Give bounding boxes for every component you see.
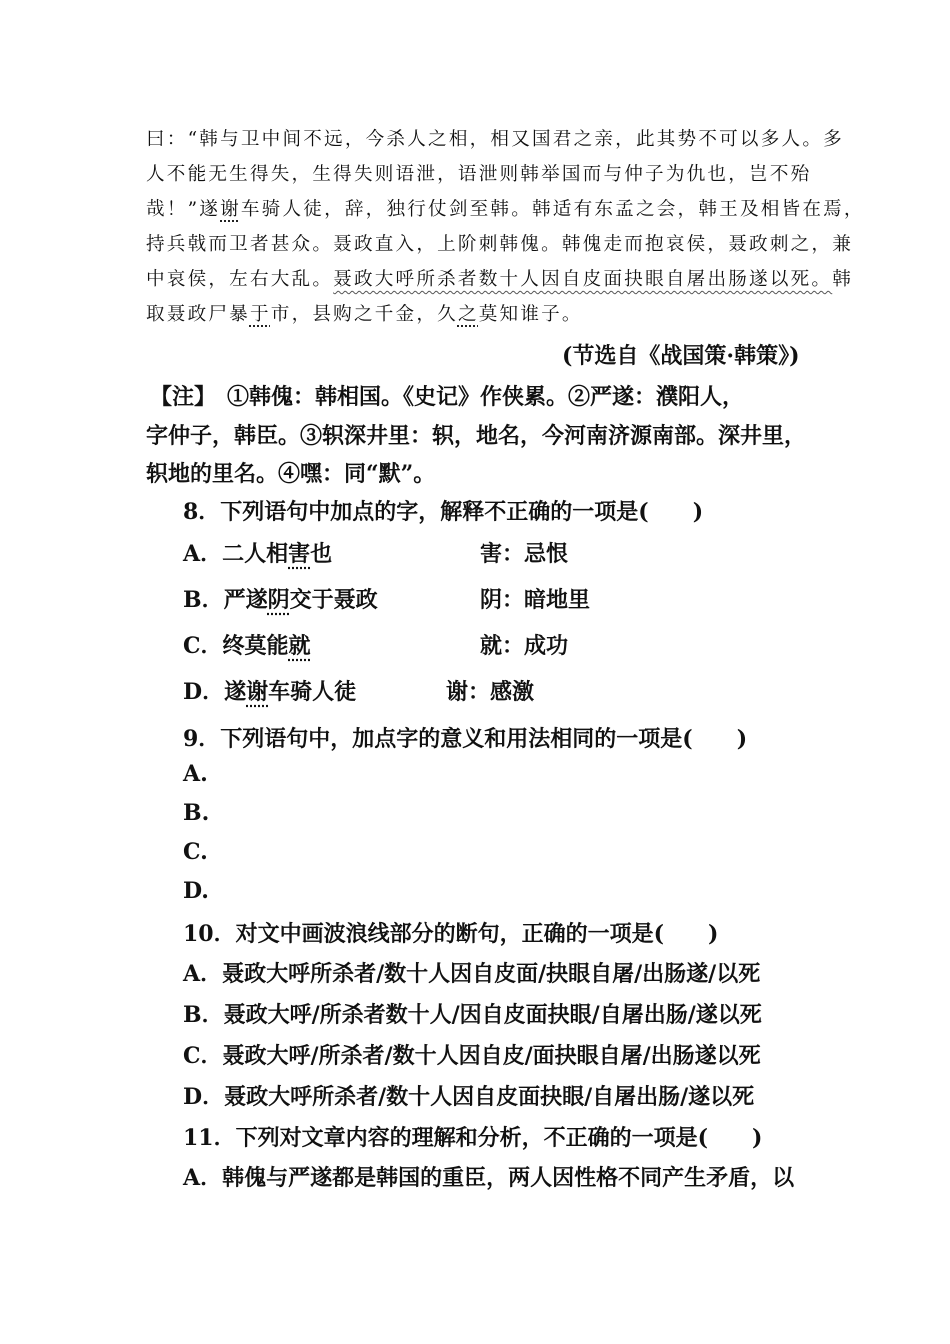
- passage-line-3: [146, 195, 865, 221]
- q9-option-b: B.: [183, 800, 210, 826]
- dotted-character: 就: [288, 633, 311, 659]
- q8-option-a-explanation: 害：忌恨: [480, 541, 569, 567]
- passage-text: 车骑人徒，辞，独行仗剑至韩。韩适有东孟之会，韩王及相皆在焉，: [240, 199, 865, 220]
- question-9-stem: 9．下列语句中，加点字的意义和用法相同的一项是( ): [183, 726, 748, 752]
- option-label: C．: [183, 633, 223, 659]
- q8-option-a: [183, 537, 332, 568]
- q8-option-d-explanation: 谢：感激: [446, 679, 535, 705]
- question-10-stem: 10．对文中画波浪线部分的断句，正确的一项是( ): [183, 921, 719, 947]
- option-text: 严遂: [223, 587, 268, 613]
- question-8-stem: 8．下列语句中加点的字，解释不正确的一项是( ): [183, 499, 704, 525]
- notes-line-3: 轵地的里名。④嘿：同“默”。: [146, 461, 436, 487]
- q8-option-b: [183, 583, 378, 614]
- passage-line-6: [146, 300, 583, 326]
- q9-option-a: A.: [183, 761, 208, 787]
- option-text: 交于聂政: [289, 587, 378, 613]
- q10-option-c: C．聂政大呼/所杀者/数十人因自皮/面抉眼自屠/出肠遂以死: [183, 1043, 761, 1069]
- dotted-character: 害: [288, 541, 311, 567]
- dotted-character: 谢: [220, 199, 241, 220]
- notes-line-1: 【注】 ①韩傀：韩相国。《史记》作侠累。②严遂：濮阳人，: [150, 384, 745, 410]
- q10-option-a: A．聂政大呼所杀者/数十人因自皮面/抉眼自屠/出肠遂/以死: [183, 961, 761, 987]
- passage-line-5: [146, 265, 853, 291]
- option-text: 终莫能: [222, 633, 289, 659]
- passage-text: 韩: [832, 269, 854, 290]
- q11-option-a: A．韩傀与严遂都是韩国的重臣，两人因性格不同产生矛盾，以: [183, 1165, 795, 1191]
- q9-option-d: D.: [183, 878, 209, 904]
- wavy-underlined-sentence: 聂政大呼所杀者数十人因自皮面抉眼自屠出肠遂以死。: [333, 269, 833, 290]
- dotted-character: 阴: [267, 587, 290, 613]
- passage-line-4: 持兵戟而卫者甚众。聂政直入，上阶刺韩傀。韩傀走而抱哀侯，聂政刺之，兼: [146, 234, 853, 255]
- passage-line-2: 人不能无生得失，生得失则语泄，语泄则韩举国而与仲子为仇也，岂不殆: [146, 164, 812, 185]
- notes-line-2: 字仲子，韩臣。③轵深井里：轵，地名，今河南济源南部。深井里，: [146, 423, 807, 449]
- option-text: 也: [310, 541, 333, 567]
- q8-option-c-explanation: 就：成功: [480, 633, 569, 659]
- source-citation: (节选自《战国策·韩策》): [562, 343, 800, 369]
- option-label: A．: [183, 541, 223, 567]
- passage-text: 莫知谁子。: [478, 304, 583, 325]
- option-label: B．: [183, 587, 224, 613]
- q10-option-b: B．聂政大呼/所杀者数十人/因自皮面抉眼/自屠出肠/遂以死: [183, 1002, 762, 1028]
- passage-text: 取聂政尸暴: [146, 304, 250, 325]
- option-label: D．: [183, 679, 225, 705]
- dotted-character: 谢: [246, 679, 269, 705]
- dotted-character: 于: [249, 304, 271, 325]
- q8-option-d: [183, 675, 356, 706]
- q10-option-d: D．聂政大呼所杀者/数十人因自皮面抉眼/自屠出肠/遂以死: [183, 1084, 755, 1110]
- passage-text: 哉！”遂: [146, 199, 221, 220]
- option-text: 二人相: [222, 541, 289, 567]
- passage-line-1: 曰：“韩与卫中间不远，今杀人之相，相又国君之亲，此其势不可以多人。多: [146, 129, 844, 150]
- dotted-character: 之: [457, 304, 479, 325]
- option-text: 遂: [224, 679, 247, 705]
- q8-option-c: [183, 629, 311, 660]
- question-11-stem: 11．下列对文章内容的理解和分析，不正确的一项是( ): [183, 1125, 763, 1151]
- passage-text: 中哀侯，左右大乱。: [146, 269, 334, 290]
- q9-option-c: C.: [183, 839, 208, 865]
- passage-text: 市，县购之千金，久: [270, 304, 458, 325]
- option-text: 车骑人徒: [268, 679, 357, 705]
- q8-option-b-explanation: 阴：暗地里: [480, 587, 591, 613]
